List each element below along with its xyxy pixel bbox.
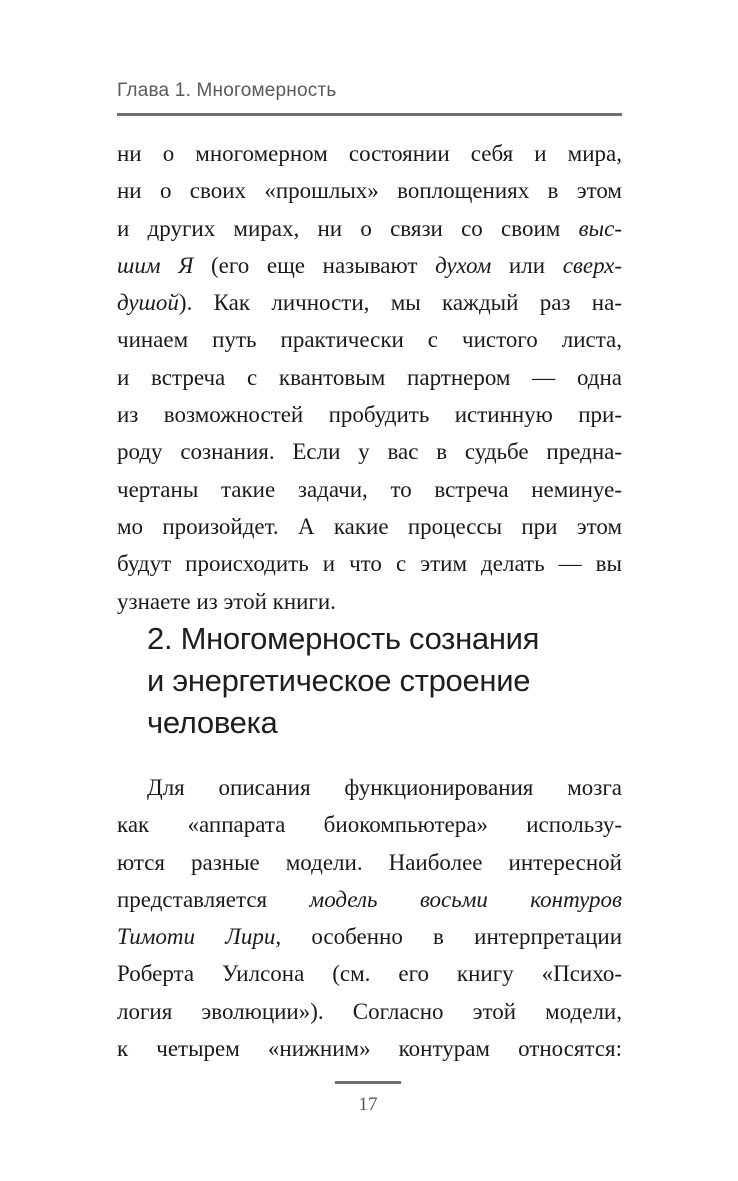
heading-line: 2. Многомерность сознания — [147, 621, 540, 656]
text-line — [117, 210, 622, 247]
italic-term: душой — [117, 290, 179, 316]
text-line: из возможностей пробудить истинную при- — [117, 402, 622, 428]
text-span: и других мирах, ни о связи со своим — [117, 215, 579, 241]
text-line: чертаны такие задачи, то встреча неминуе- — [117, 476, 622, 502]
text-line: Для описания функционирования мозга — [147, 775, 622, 800]
italic-term: Тимоти Лири — [117, 924, 276, 950]
text-line: логия эволюции»). Согласно этой модели, — [117, 998, 622, 1024]
text-line — [117, 284, 622, 321]
heading-line: человека — [147, 705, 278, 740]
footer-divider — [335, 1081, 401, 1084]
heading-line: и энергетическое строение — [147, 663, 531, 698]
text-span: ). Как личности, мы каждый раз на- — [178, 290, 622, 316]
italic-term: сверх- — [562, 252, 622, 278]
text-line: ни о многомерном состоянии себя и мира, — [117, 141, 622, 166]
text-line — [117, 881, 622, 918]
paragraph-models — [117, 769, 622, 1067]
text-line: к четырем «нижним» контурам относятся: — [117, 1036, 622, 1062]
text-line: будут происходить и что с этим делать — вы — [117, 551, 622, 577]
text-line: как «аппарата биокомпьютера» использу- — [117, 812, 622, 838]
text-line: роду сознания. Если у вас в судьбе предна- — [117, 439, 622, 465]
text-span: (его еще называют — [193, 252, 436, 278]
text-line: ни о своих «прошлых» воплощениях в этом — [117, 178, 622, 204]
text-line: Роберта Уилсона (см. его книгу «Психо- — [117, 961, 622, 987]
italic-term: духом — [435, 252, 492, 278]
text-line: мо произойдет. А какие процессы при этом — [117, 513, 622, 539]
running-head: Глава 1. Многомерность — [117, 80, 337, 101]
text-line — [117, 918, 622, 955]
italic-term: выс- — [578, 215, 622, 241]
text-line: узнаете из этой книги. — [117, 588, 336, 614]
text-span: , особенно в интерпретации — [275, 924, 622, 950]
text-line: чинаем путь практически с чистого листа, — [117, 327, 622, 353]
paragraph-intro — [117, 135, 622, 620]
text-line: и встреча с квантовым партнером — одна — [117, 364, 622, 390]
italic-term: модель восьми контуров — [309, 886, 622, 912]
text-line — [117, 247, 622, 284]
text-line: ются разные модели. Наиболее интересной — [117, 849, 622, 875]
text-span: представляется — [117, 886, 310, 912]
header-divider — [117, 113, 622, 116]
page-number: 17 — [358, 1094, 378, 1115]
text-span: или — [491, 252, 563, 278]
italic-term: шим Я — [117, 252, 194, 278]
section-heading — [147, 618, 617, 744]
